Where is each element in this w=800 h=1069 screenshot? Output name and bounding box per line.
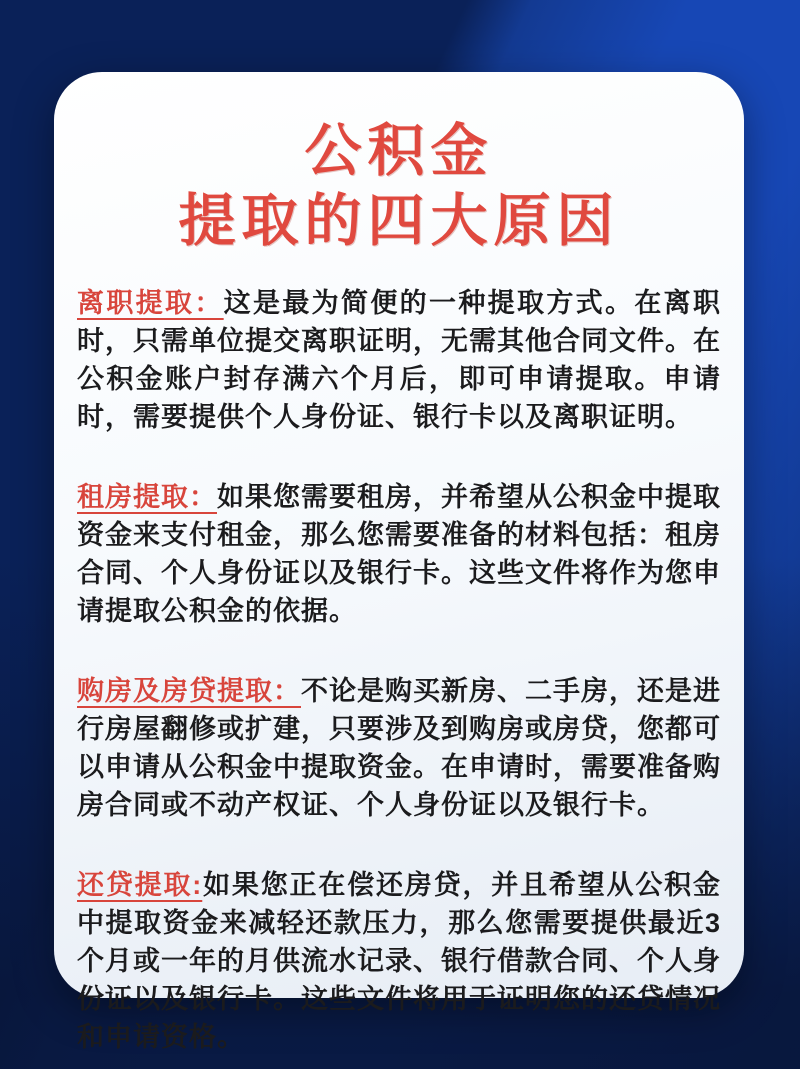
page-title	[77, 116, 721, 256]
section-renting-label: 租房提取：	[77, 482, 217, 512]
content-card	[54, 72, 744, 1052]
section-homebuying-mortgage-label: 购房及房贷提取：	[77, 676, 301, 706]
section-resignation-withdrawal	[77, 284, 721, 436]
section-loan-repayment-withdrawal	[77, 866, 721, 1056]
page-title-line-2: 提取的四大原因	[178, 189, 620, 253]
section-homebuying-mortgage-body: 不论是购买新房、二手房，还是进行房屋翻修或扩建，只要涉及到购房或房贷，您都可以申请从公积金中提取资金。在申请时，需要准备购房合同或不动产权证、个人身份证以及银行卡。	[77, 676, 721, 820]
page-title-line-1: 公积金	[304, 119, 494, 183]
section-renting-withdrawal	[77, 478, 721, 630]
section-homebuying-mortgage-withdrawal	[77, 672, 721, 824]
section-renting-body: 如果您需要租房，并希望从公积金中提取资金来支付租金，那么您需要准备的材料包括：租房合同、个人身份证以及银行卡。这些文件将作为您申请提取公积金的依据。	[77, 482, 721, 626]
section-resignation-body: 这是最为简便的一种提取方式。在离职时，只需单位提交离职证明，无需其他合同文件。在公积金账户封存满六个月后，即可申请提取。申请时，需要提供个人身份证、银行卡以及离职证明。	[77, 288, 722, 432]
section-loan-repayment-body: 如果您正在偿还房贷，并且希望从公积金中提取资金来减轻还款压力，那么您需要提供最近3个月或一年的月供流水记录、银行借款合同、个人身份证以及银行卡。这些文件将用于证明您的还贷情况和申请资格。	[77, 870, 721, 1052]
section-resignation-label: 离职提取：	[77, 288, 224, 318]
section-loan-repayment-label: 还贷提取:	[77, 870, 203, 900]
